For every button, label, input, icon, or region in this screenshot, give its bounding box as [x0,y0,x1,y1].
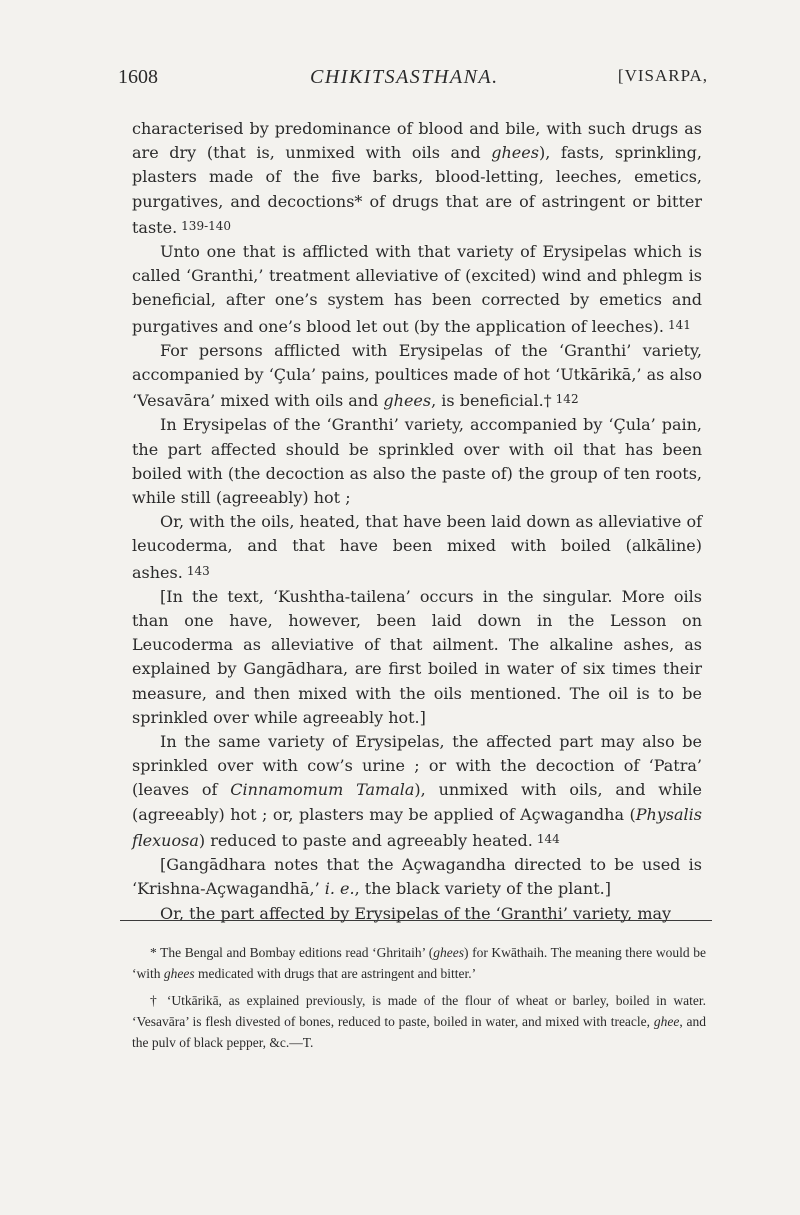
text-run: ‘Utkārikā, as explained previously, is made of the flour of wheat or barley, boiled in water. ‘Vesavāra’ is flesh divested of bones, reduced to paste, boiled in water, and mixed with treacle, [132,993,707,1029]
paragraph-1 [132,117,702,240]
italic-term: Cinnamomum Tamala [230,780,415,800]
text-run: For persons afflicted with Erysipelas of the ‘Granthi’ variety, accompanied by ‘Çula’ pains, poultices made of hot ‘Utkārikā,’ as also ‘Vesavāra’ mixed with oils and [132,340,702,411]
running-title: CHIKITSASTHANA. [310,66,499,88]
paragraph-4 [132,413,702,510]
text-run: Or, the part affected by Erysipelas of the ‘Granthi’ variety, may [160,903,672,923]
paragraph-2 [132,240,702,339]
footnote-marker: † [150,993,161,1008]
italic-term: ghee [653,1014,680,1029]
paragraph-6 [132,585,702,730]
text-run: ) reduced to paste and agreeably heated. [198,830,533,850]
paragraph-8 [132,853,702,901]
text-run: [Gangādhara notes that the Açwagandha directed to be used is ‘Krishna-Açwagandhā,’ [132,855,702,899]
running-header [118,66,708,94]
text-run: Or, with the oils, heated, that have been laid down as alleviative of leucoderma, and that have been mixed with boiled (alkāline) ashes. [132,512,702,582]
text-run: Unto one that is afflicted with that variety of Erysipelas which is called ‘Granthi,’ treatment alleviative of (excited) wind and phlegm is beneficial, after one’s system has been corrected by emetics and purgatives and one’s blood let out (by the application of leeches). [132,242,702,336]
paragraph-9 [132,902,702,926]
footnote-1 [132,942,706,984]
text-run: characterised by predominance of blood and bile, with such drugs as are dry (that is, unmixed with oils and [132,119,702,163]
section-tag: [VISARPA, [617,66,708,85]
text-run: In the same variety of Erysipelas, the affected part may also be sprinkled over with cow’s urine ; or with the decoction of ‘Patra’ (leaves of [132,732,702,800]
footnote-divider [120,920,712,921]
text-run: , the black variety of the plant.] [354,879,611,899]
footnote-marker: * [150,945,157,960]
italic-term: Physalis flexuosa [132,804,702,850]
text-run: ), fasts, sprinkling, plasters made of the five barks, blood-letting, leeches, emetics, purgatives, and decoctions [132,143,703,211]
verse-number: 139-140 [181,218,232,233]
paragraph-7 [132,730,702,853]
text-run: ), unmixed with oils, and while (agreeably) hot ; or, plasters may be applied of Açwagandha ( [132,780,703,824]
text-run: [In the text, ‘Kushtha-tailena’ occurs in the singular. More oils than one have, however, been laid down in the Lesson on Leucoderma as alleviative of that ailment. The alkaline ashes, as explained by Gangādhara, are first boiled in water of six times their measure, and then mixed with the oils mentioned. The oil is to be sprinkled over while agreeably hot.] [132,586,702,727]
text-run: ) for Kwāthaih. The meaning there would be ‘with [132,945,706,981]
italic-term: ghees [383,391,432,411]
footnote-marker: * [354,191,363,211]
main-text [132,117,702,926]
text-run: In Erysipelas of the ‘Granthi’ variety, accompanied by ‘Çula’ pain, the part affected should be sprinkled over with oil that has been boiled with (the decoction as also the paste of) the group of ten roots, while still (agreeably) hot ; [132,415,702,508]
verse-number: 143 [186,563,210,578]
text-run: The Bengal and Bombay editions read ‘Ghritaih’ ( [156,945,434,960]
paragraph-3 [132,339,702,414]
verse-number: 144 [536,831,560,846]
italic-term: ghees [163,966,195,981]
paragraph-5 [132,510,702,585]
italic-term: i. e. [324,879,355,899]
footnote-marker: † [543,391,552,411]
text-run: of drugs that are of astringent or bitter taste. [132,191,703,237]
verse-number: 141 [668,317,691,332]
text-run: medicated with drugs that are astringent and bitter.’ [194,966,477,981]
text-run: , is beneficial. [431,391,544,411]
footnote-2 [132,990,706,1053]
page-number: 1608 [118,66,158,88]
italic-term: ghees [433,945,464,960]
text-run: , and the pulv of black pepper, &c.—T. [132,1014,706,1050]
footnotes [132,942,706,1053]
verse-number: 142 [555,392,579,407]
italic-term: ghees [491,143,539,163]
